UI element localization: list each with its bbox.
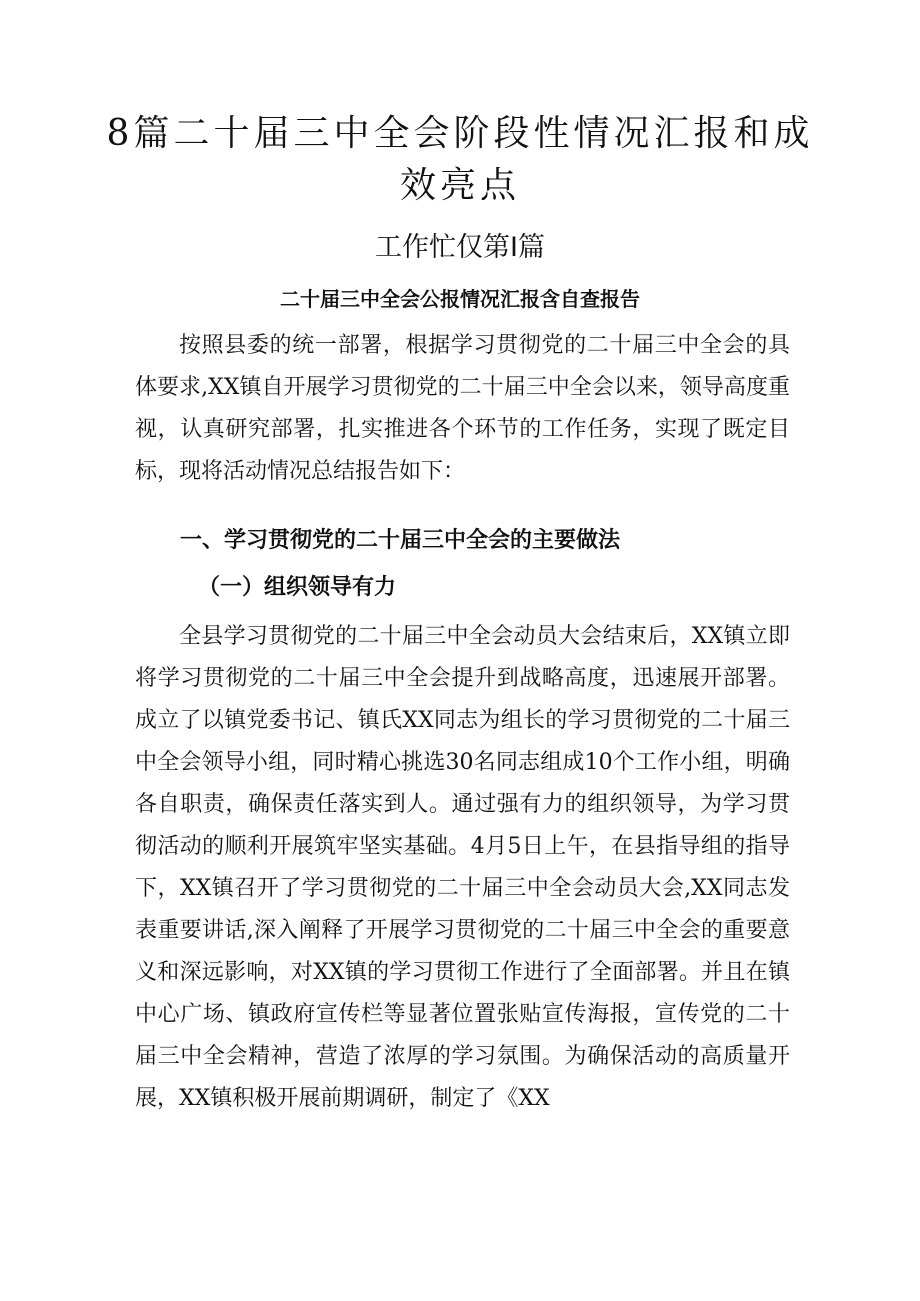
heading-level-2: （一）组织领导有力: [198, 574, 397, 600]
intro-paragraph: 按照县委的统一部署，根据学习贯彻党的二十届三中全会的具体要求,XX镇自开展学习贯彻党的二十届三中全会以来，领导高度重视，认真研究部署，扎实推进各个环节的工作任务，实现了既定目标，现将活动情况总结报告如下：: [135, 333, 790, 484]
heading-level-1: 一、学习贯彻党的二十届三中全会的主要做法: [180, 528, 621, 553]
body-paragraph: 全县学习贯彻党的二十届三中全会动员大会结束后，XX镇立即将学习贯彻党的二十届三中全会提升到战略高度，迅速展开部署。成立了以镇党委书记、镇氏XX同志为组长的学习贯彻党的二十届三中全会领导小组，同时精心挑选30名同志组成10个工作小组，明确各自职责，确保责任落实到人。通过强有力的组织领导，为学习贯彻活动的顺利开展筑牢坚实基础。4月5日上午，在县指导组的指导下，XX镇召开了学习贯彻党的二十届三中全会动员大会,XX同志发表重要讲话,深入阐释了开展学习贯彻党的二十届三中全会的重要意义和深远影响，对XX镇的学习贯彻工作进行了全面部署。并且在镇中心广场、镇政府宣传栏等显著位置张贴宣传海报，宣传党的二十届三中全会精神，营造了浓厚的学习氛围。为确保活动的高质量开展，XX镇积极开展前期调研，制定了《XX: [135, 624, 790, 1111]
report-title: 二十届三中全会公报情况汇报含自查报告: [280, 287, 640, 311]
document-title: 8篇二十届三中全会阶段性情况汇报和成效亮点: [106, 113, 814, 206]
section-title: 工作忙仅第I篇: [375, 232, 545, 263]
